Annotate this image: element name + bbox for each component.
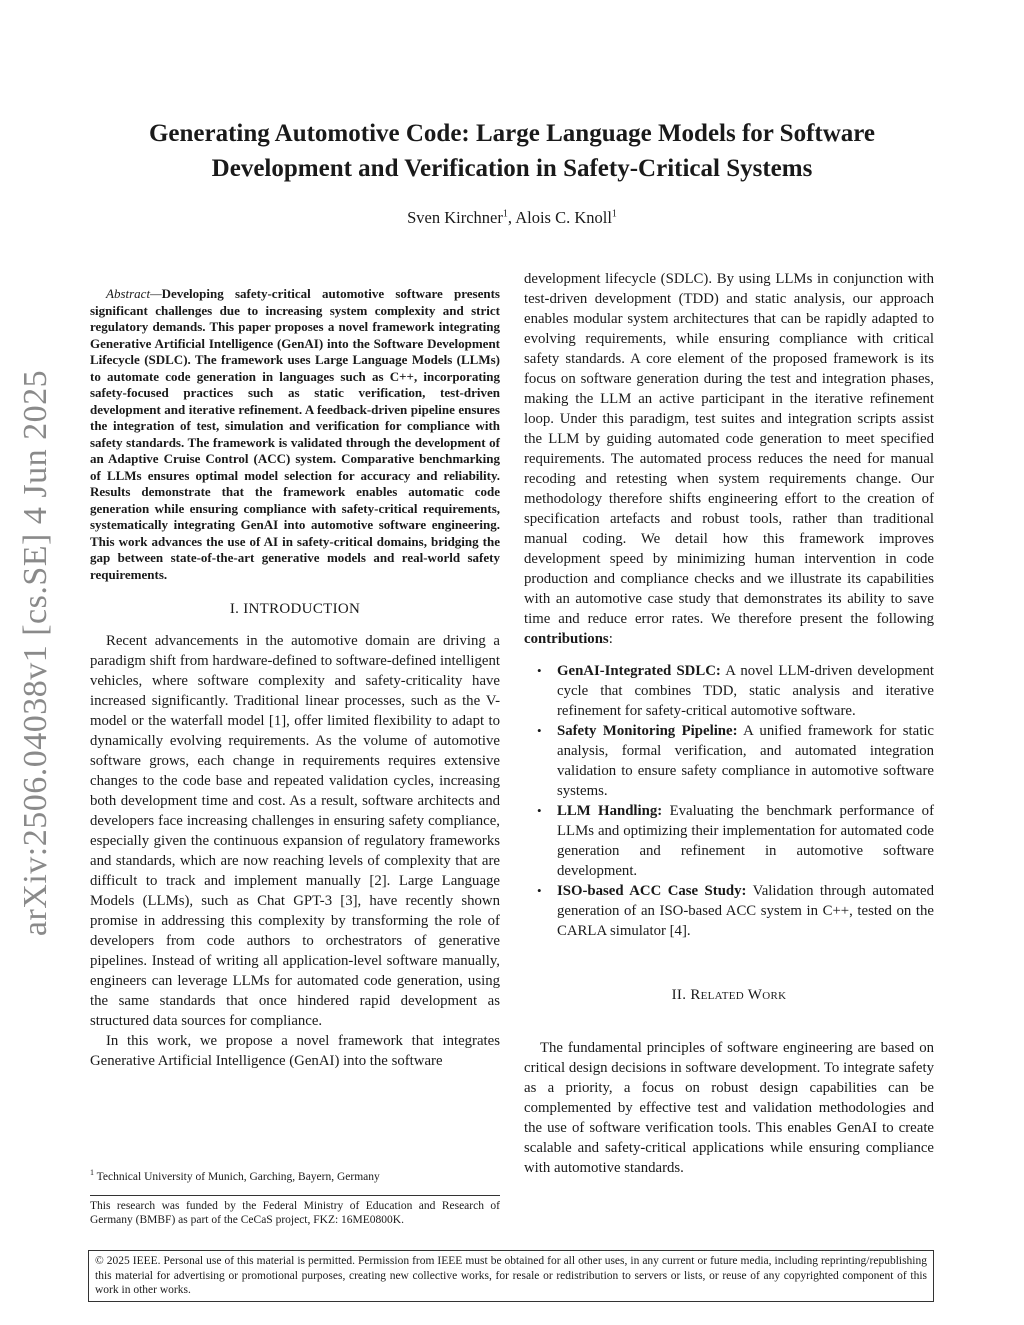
contribution-label: ISO-based ACC Case Study: [557, 883, 747, 899]
intro-continued-text: development lifecycle (SDLC). By using LLMs in conjunction with test-driven development (TDD) and static analysis, our approach enables modular system architectures that can be rapidly adapted to evolving requirements, while ensuring compliance with critical safety standards. A core element of the proposed framework is its focus on software generation during the test and integration phases, making the LLM an active participant in the iterative refinement loop. Under this paradigm, test suites and integration scripts assist the LLM by guiding automated code generation to meet specified requirements. The automated process reduces the need for manual recoding and retesting when system requirements change. Our methodology therefore shifts engineering effort to the creation of specification artefacts and robust tools, rather than traditional manual coding. We detail how this framework improves development speed by minimizing human intervention in code production and compliance checks and we illustrate its capabilities with an automotive case study that demonstrates its ability to save time and reduce error rates. We therefore present the following [524, 271, 934, 627]
intro-paragraph: Recent advancements in the automotive domain are driving a paradigm shift from hardware-defined to software-defined intelligent vehicles, where software complexity and safety-criticality have increased significantly. Traditional linear processes, such as the V-model or the waterfall model [1], offer limited flexibility to adapt to dynamically evolving requirements. As the volume of automotive software grows, each change in requirements requires extensive changes to the code base and repeated validation cycles, increasing both development time and cost. As a result, software architects and developers face increasing challenges in ensuring safety compliance, especially given the continuous expansion of regulatory frameworks and standards, which are now reaching levels of complexity that are difficult to track and implement manually [2]. Large Language Models (LLMs), such as Chat GPT-3 [3], have recently shown promise in addressing this complexity by transforming the role of developers from code authors to orchestrators of generative pipelines. Instead of writing all application-level software manually, engineers can leverage LLMs for automated code generation, using the same standards that once hindered rapid development as structured data sources for compliance. [90, 633, 500, 1029]
arxiv-id: arXiv:2506.04038v1 [cs.SE] 4 Jun 2025 [17, 369, 54, 936]
footnote-mark: 1 [90, 1168, 94, 1177]
author-name: Sven Kirchner [407, 208, 503, 227]
arxiv-identifier-stamp [14, 369, 58, 936]
author-separator: , [507, 208, 516, 227]
contribution-text: A unified framework for static analysis, formal verification, and automated integration validation to ensure safety compliance in automotive software systems. [557, 723, 934, 799]
list-item [537, 881, 934, 941]
contribution-text: Evaluating the benchmark performance of LLMs and optimizing their implementation for automated code generation and refinement in automotive software development. [557, 803, 934, 879]
bullet-icon: • [537, 883, 542, 898]
author-line [90, 208, 934, 228]
left-column [90, 286, 500, 1071]
contribution-text: A novel LLM-driven development cycle that combines TDD, static analysis and iterative refinement for safety-critical automotive software. [557, 663, 934, 719]
section-number: II. [671, 987, 687, 1003]
intro-paragraph: In this work, we propose a novel framework that integrates Generative Artificial Intelligence (GenAI) into the software [90, 1033, 500, 1069]
affiliation-mark: 1 [611, 208, 617, 220]
contribution-label: GenAI-Integrated SDLC: [557, 663, 721, 679]
section-title: Related Work [690, 987, 787, 1003]
intro-paragraph-continued [524, 269, 934, 649]
section-heading-related-work [524, 987, 934, 1004]
contribution-text: Validation through automated generation of an ISO-based ACC system in C++, tested on the CARLA simulator [4]. [557, 883, 934, 939]
author-name: Alois C. Knoll [515, 208, 612, 227]
bullet-icon: • [537, 663, 542, 678]
list-item [537, 721, 934, 801]
copyright-notice: © 2025 IEEE. Personal use of this material is permitted. Permission from IEEE must be obtained for all other uses, in any current or future media, including reprinting/republishing this material for advertising or promotional purposes, creating new collective works, for resale or redistribution to servers or lists, or reuse of any copyrighted component of this work in other works. [88, 1250, 934, 1302]
abstract-text: Developing safety-critical automotive software presents significant challenges due to increasing system complexity and strict regulatory demands. This paper proposes a novel framework integrating Generative Artificial Intelligence (GenAI) into the Software Development Lifecycle (SDLC). The framework uses Large Language Models (LLMs) to automate code generation in languages such as C++, incorporating safety-focused practices such as static verification, test-driven development and iterative refinement. A feedback-driven pipeline ensures the integration of test, simulation and verification for compliance with safety standards. The framework is validated through the development of an Adaptive Cruise Control (ACC) system. Comparative benchmarking of LLMs ensures optimal model selection for accuracy and reliability. Results demonstrate that the framework enables automatic code generation while ensuring compliance with safety-critical requirements, systematically integrating GenAI into automotive software engineering. This work advances the use of AI in safety-critical domains, bridging the gap between state-of-the-art generative models and real-world safety requirements. [90, 286, 500, 582]
bullet-icon: • [537, 803, 542, 818]
footnote-divider [90, 1195, 500, 1196]
contributions-word: contributions [524, 631, 609, 647]
abstract-label: Abstract [106, 286, 151, 301]
contribution-label: Safety Monitoring Pipeline: [557, 723, 738, 739]
list-item [537, 661, 934, 721]
contributions-colon: : [608, 631, 613, 647]
right-column [524, 269, 934, 1178]
funding-note: This research was funded by the Federal Ministry of Education and Research of Germany (BMBF) as part of the CeCaS project, FKZ: 16ME0800K. [90, 1200, 500, 1226]
affiliation-footnote [90, 1166, 500, 1184]
list-item [537, 801, 934, 881]
related-work-paragraph: The fundamental principles of software engineering are based on critical design decisions in software development. To integrate safety as a priority, a focus on robust design capabilities can be complemented by effective test and validation methodologies and the use of software verification tools. This enables GenAI to create scalable and safety-critical applications while ensuring compliance with automotive standards. [524, 1040, 934, 1176]
paper-title: Generating Automotive Code: Large Language Models for Software Development and Verification in Safety-Critical Systems [148, 120, 876, 182]
affiliation-mark: 1 [502, 208, 508, 220]
contribution-label: LLM Handling: [557, 803, 663, 819]
bullet-icon: • [537, 723, 542, 738]
section-heading-introduction: I. INTRODUCTION [229, 601, 361, 617]
contributions-list [524, 661, 934, 941]
abstract-dash: — [150, 286, 162, 301]
footnote-text: Technical University of Munich, Garching, Bayern, Germany [96, 1170, 380, 1183]
abstract [90, 286, 500, 583]
